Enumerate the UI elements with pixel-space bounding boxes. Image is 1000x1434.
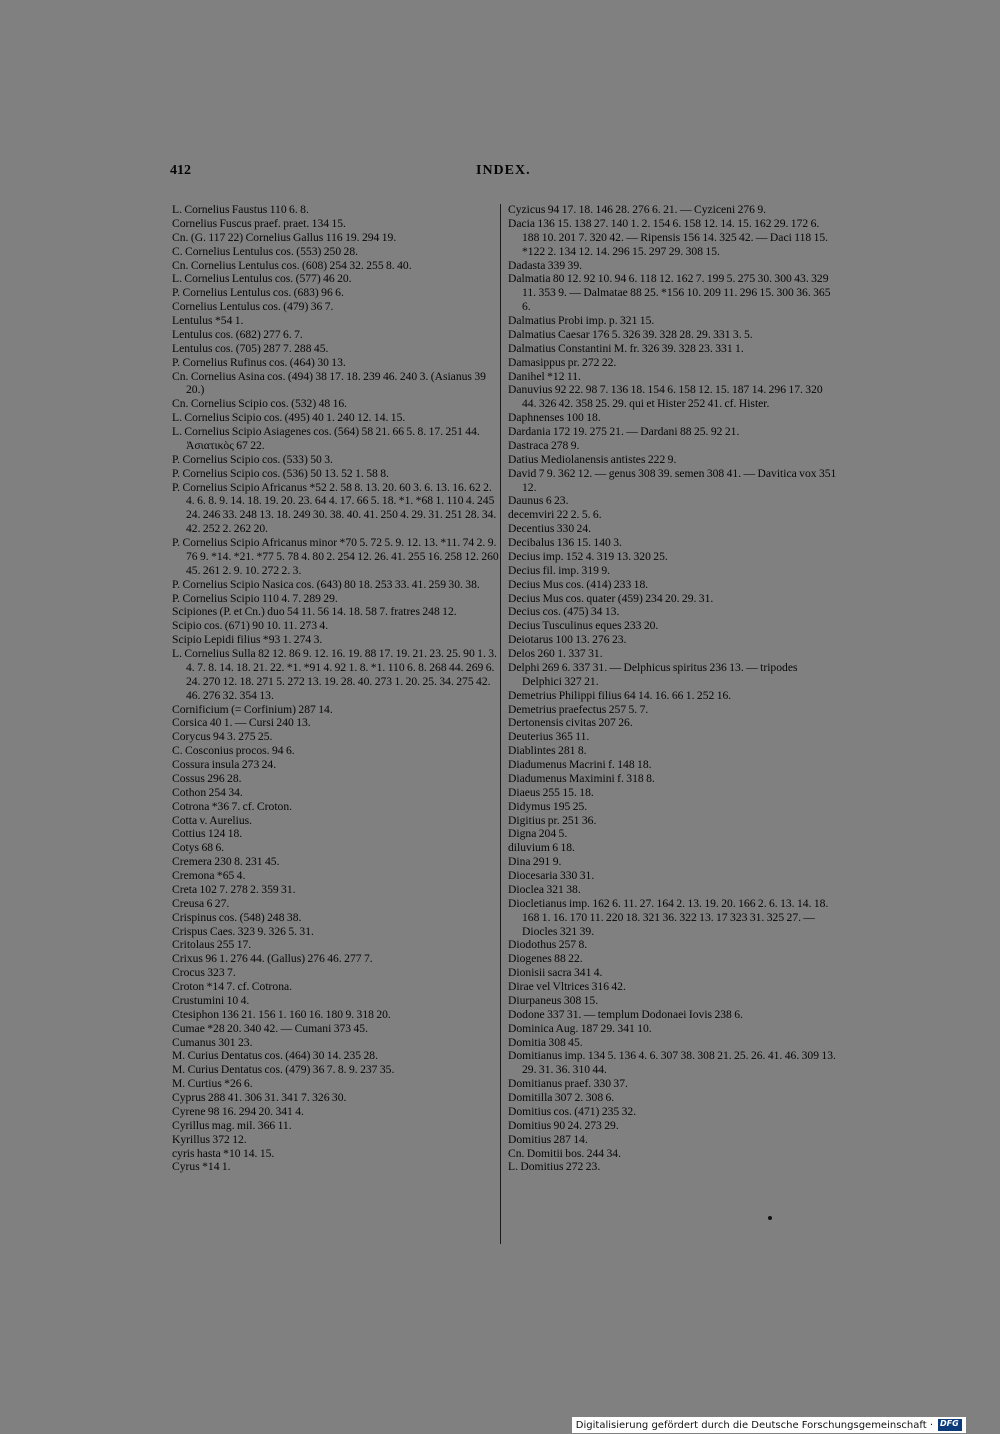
index-entry: Dodone 337 31. — templum Dodonaei Iovis 238 6. <box>508 1007 743 1021</box>
page-number: 412 <box>170 163 191 178</box>
index-entry: David 7 9. 362 12. — genus 308 39. semen 308 41. — Davitica vox 351 12. <box>508 466 837 494</box>
index-entry: P. Cornelius Scipio Africanus *52 2. 58 8. 13. 20. 60 3. 6. 13. 16. 62 2. 4. 6. 8. 9. 14. 18. 19. 20. 23. 64 4. 17. 66 5. 18. *1. *68 1. 110 4. 245 24. 246 33. 248 13. 18. 249 30. 38. 40. 41. 250 4. 29. 31. 251 28. 34. 42. 252 2. 262 20. <box>172 480 497 536</box>
footer-text: Digitalisierung gefördert durch die Deutsche Forschungsgemeinschaft · <box>575 1419 933 1431</box>
index-entry: Deuterius 365 11. <box>508 730 590 744</box>
index-entry: Crustumini 10 4. <box>172 993 250 1007</box>
index-entry: P. Cornelius Rufinus cos. (464) 30 13. <box>172 355 346 369</box>
index-entry: Dalmatia 80 12. 92 10. 94 6. 118 12. 162 7. 199 5. 275 30. 300 43. 329 11. 353 9. — Dalmatae 88 25. *156 10. 209 11. 296 15. 300 36. 365 6. <box>508 272 831 314</box>
index-entry: Damasippus pr. 272 22. <box>508 355 617 369</box>
index-entry: Lentulus cos. (705) 287 7. 288 45. <box>172 341 329 355</box>
index-entry: Cumae *28 20. 340 42. — Cumani 373 45. <box>172 1021 368 1035</box>
index-entry: Cornelius Fuscus praef. praet. 134 15. <box>172 216 346 230</box>
index-entry: Danihel *12 11. <box>508 369 581 383</box>
index-entry: Croton *14 7. cf. Cotrona. <box>172 980 293 993</box>
index-entry: Diadumenus Maximini f. 318 8. <box>508 771 655 785</box>
index-entry: Datius Mediolanensis antistes 222 9. <box>508 452 677 466</box>
index-entry: Cossura insula 273 24. <box>172 758 277 771</box>
index-entry: Demetrius praefectus 257 5. 7. <box>508 702 649 716</box>
index-entry: Lentulus cos. (682) 277 6. 7. <box>172 327 303 341</box>
index-entry: Diocletianus imp. 162 6. 11. 27. 164 2. 13. 19. 20. 166 2. 6. 13. 14. 18. 168 1. 16. 170 11. 220 18. 321 36. 322 13. 17 323 31. 325 27. — Diocles 321 39. <box>508 896 829 938</box>
index-entry: Daunus 6 23. <box>508 494 569 508</box>
index-entry: Cotta v. Aurelius. <box>172 813 253 827</box>
index-entry: Decentius 330 24. <box>508 522 592 536</box>
index-entry: Domitilla 307 2. 308 6. <box>508 1091 615 1104</box>
index-entry: Cyrillus mag. mil. 366 11. <box>172 1118 292 1132</box>
index-entry: Critolaus 255 17. <box>172 938 252 952</box>
index-entry: Cossus 296 28. <box>172 771 242 785</box>
index-entry: Dastraca 278 9. <box>508 438 580 452</box>
index-entry: Cothon 254 34. <box>172 785 243 799</box>
index-entry: Decius fil. imp. 319 9. <box>508 563 611 577</box>
index-entry: L. Cornelius Faustus 110 6. 8. <box>172 203 309 216</box>
index-entry: M. Curtius *26 6. <box>172 1077 253 1091</box>
index-entry: M. Curius Dentatus cos. (464) 30 14. 235 28. <box>172 1049 378 1063</box>
index-entry: Danuvius 92 22. 98 7. 136 18. 154 6. 158 12. 15. 187 14. 296 17. 320 44. 326 42. 358 25. 29. qui et Hister 252 41. cf. Hister. <box>508 383 823 411</box>
index-entry: M. Curius Dentatus cos. (479) 36 7. 8. 9. 237 35. <box>172 1063 395 1077</box>
index-entry: Decius cos. (475) 34 13. <box>508 605 620 619</box>
index-entry: Digna 204 5. <box>508 827 568 841</box>
index-entry: Dacia 136 15. 138 27. 140 1. 2. 154 6. 158 12. 14. 15. 162 29. 172 6. 188 10. 201 7. 320 42. — Ripensis 156 14. 325 42. — Daci 118 15. *122 2. 134 12. 14. 296 15. 297 29. 308 15. <box>508 216 829 258</box>
index-entry: P. Cornelius Lentulus cos. (683) 96 6. <box>172 286 344 300</box>
index-entry: P. Cornelius Scipio cos. (533) 50 3. <box>172 452 333 466</box>
index-entry: Crixus 96 1. 276 44. (Gallus) 276 46. 277 7. <box>172 952 373 966</box>
index-entry: Scipiones (P. et Cn.) duo 54 11. 56 14. 18. 58 7. fratres 248 12. <box>172 605 457 619</box>
index-entry: Decius Mus cos. (414) 233 18. <box>508 577 649 591</box>
index-entry: Delos 260 1. 337 31. <box>508 647 603 660</box>
index-entry: Dalmatius Constantini M. fr. 326 39. 328 23. 331 1. <box>508 341 744 355</box>
index-entry: Cornelius Lentulus cos. (479) 36 7. <box>172 300 334 314</box>
index-entry: Demetrius Philippi filius 64 14. 16. 66 1. 252 16. <box>508 688 732 702</box>
index-entry: Delphi 269 6. 337 31. — Delphicus spiritus 236 13. — tripodes Delphici 327 21. <box>508 660 798 688</box>
index-entry: P. Cornelius Scipio Nasica cos. (643) 80 18. 253 33. 41. 259 30. 38. <box>172 577 480 591</box>
index-entry: Cyprus 288 41. 306 31. 341 7. 326 30. <box>172 1091 347 1104</box>
index-entry: Dina 291 9. <box>508 855 562 869</box>
index-entry: Cn. Cornelius Scipio cos. (532) 48 16. <box>172 397 348 411</box>
index-entry: C. Cosconius procos. 94 6. <box>172 744 295 758</box>
index-entry: Cn. (G. 117 22) Cornelius Gallus 116 19. 294 19. <box>172 230 397 244</box>
index-entry: Decius Tusculinus eques 233 20. <box>508 619 659 633</box>
index-entry: Dalmatius Probi imp. p. 321 15. <box>508 314 655 327</box>
index-entry: Diocesaria 330 31. <box>508 869 595 882</box>
index-entry: L. Cornelius Scipio Asiagenes cos. (564) 58 21. 66 5. 8. 17. 251 44. Ἀσιατικὸς 67 22. <box>172 425 480 452</box>
index-entry: Creta 102 7. 278 2. 359 31. <box>172 882 296 896</box>
index-entry: Corycus 94 3. 275 25. <box>172 730 273 744</box>
index-entry: Crocus 323 7. <box>172 966 236 980</box>
index-entry: L. Cornelius Lentulus cos. (577) 46 20. <box>172 272 352 286</box>
index-entry: Cremera 230 8. 231 45. <box>172 855 280 869</box>
index-entry: Domitianus praef. 330 37. <box>508 1077 628 1091</box>
index-entry: Creusa 6 27. <box>172 896 230 910</box>
index-entry: Dirae vel Vltrices 316 42. <box>508 980 626 993</box>
index-entry: Digitius pr. 251 36. <box>508 813 597 827</box>
index-entry: Lentulus *54 1. <box>172 314 244 327</box>
index-entry: Scipio cos. (671) 90 10. 11. 273 4. <box>172 619 329 633</box>
index-entry: Daphnenses 100 18. <box>508 411 601 425</box>
index-entry: Scipio Lepidi filius *93 1. 274 3. <box>172 633 323 647</box>
dfg-logo-icon <box>938 1419 962 1431</box>
index-entry: Diadumenus Macrini f. 148 18. <box>508 758 652 771</box>
index-entry: cyris hasta *10 14. 15. <box>172 1146 275 1160</box>
index-entry: Cn. Cornelius Lentulus cos. (608) 254 32. 255 8. 40. <box>172 258 412 272</box>
index-entry: Cn. Cornelius Asina cos. (494) 38 17. 18. 239 46. 240 3. (Asianus 39 20.) <box>172 369 486 397</box>
index-entry: Dominica Aug. 187 29. 341 10. <box>508 1021 652 1035</box>
running-title: INDEX. <box>476 163 531 178</box>
index-entry: Domitia 308 45. <box>508 1035 583 1049</box>
index-entry: Dertonensis civitas 207 26. <box>508 716 633 730</box>
index-entry: L. Cornelius Sulla 82 12. 86 9. 12. 16. 19. 88 17. 19. 21. 23. 25. 90 1. 3. 4. 7. 8. 14. 18. 21. 22. *1. *91 4. 92 1. 8. *1. 110 6. 8. 268 44. 269 6. 24. 270 12. 18. 271 5. 272 13. 19. 28. 40. 273 1. 20. 25. 34. 275 42. 46. 276 32. 354 13. <box>172 647 497 702</box>
column-divider <box>500 204 501 1244</box>
index-entry: Cremona *65 4. <box>172 869 246 882</box>
index-entry: Dioclea 321 38. <box>508 882 581 896</box>
index-column-right <box>508 203 838 1174</box>
stray-mark <box>768 1216 772 1220</box>
index-entry: Ctesiphon 136 21. 156 1. 160 16. 180 9. 318 20. <box>172 1007 391 1021</box>
index-column-left <box>172 203 502 1174</box>
index-entry: diluvium 6 18. <box>508 841 575 855</box>
index-entry: L. Cornelius Scipio cos. (495) 40 1. 240 12. 14. 15. <box>172 411 406 425</box>
index-entry: Dadasta 339 39. <box>508 258 583 272</box>
index-entry: Cornificium (= Corfinium) 287 14. <box>172 702 333 716</box>
index-entry: Dionisii sacra 341 4. <box>508 966 603 980</box>
index-entry: Kyrillus 372 12. <box>172 1132 247 1146</box>
index-entry: C. Cornelius Lentulus cos. (553) 250 28. <box>172 244 359 258</box>
index-entry: P. Cornelius Scipio cos. (536) 50 13. 52 1. 58 8. <box>172 466 389 480</box>
index-entry: Domitius cos. (471) 235 32. <box>508 1104 637 1118</box>
index-entry: Crispus Caes. 323 9. 326 5. 31. <box>172 924 314 938</box>
index-entry: decemviri 22 2. 5. 6. <box>508 508 602 522</box>
index-entry: Domitius 287 14. <box>508 1132 588 1146</box>
index-entry: Crispinus cos. (548) 248 38. <box>172 910 302 924</box>
index-entry: Cottius 124 18. <box>172 827 243 841</box>
index-entry: Decius Mus cos. quater (459) 234 20. 29. 31. <box>508 591 714 605</box>
index-entry: Cyrus *14 1. <box>172 1160 231 1174</box>
index-entry: Corsica 40 1. — Cursi 240 13. <box>172 716 311 730</box>
digitization-footer <box>572 1417 966 1433</box>
index-entry: Dalmatius Caesar 176 5. 326 39. 328 28. 29. 331 3. 5. <box>508 327 753 341</box>
index-entry: Diaeus 255 15. 18. <box>508 785 594 799</box>
index-entry: Cumanus 301 23. <box>172 1035 253 1049</box>
index-entry: Decibalus 136 15. 140 3. <box>508 536 622 549</box>
index-entry: Decius imp. 152 4. 319 13. 320 25. <box>508 549 668 563</box>
index-entry: Cotrona *36 7. cf. Croton. <box>172 799 293 813</box>
index-entry: Didymus 195 25. <box>508 799 588 813</box>
index-entry: Cn. Domitii bos. 244 34. <box>508 1146 621 1160</box>
index-entry: Diogenes 88 22. <box>508 952 583 966</box>
index-entry: L. Domitius 272 23. <box>508 1160 601 1174</box>
index-entry: Cyrene 98 16. 294 20. 341 4. <box>172 1104 304 1118</box>
index-entry: Domitianus imp. 134 5. 136 4. 6. 307 38. 308 21. 25. 26. 41. 46. 309 13. 29. 31. 36. 310 44. <box>508 1049 836 1077</box>
index-entry: Deiotarus 100 13. 276 23. <box>508 633 627 647</box>
index-entry: Diablintes 281 8. <box>508 744 587 758</box>
index-entry: P. Cornelius Scipio 110 4. 7. 289 29. <box>172 591 338 605</box>
index-entry: P. Cornelius Scipio Africanus minor *70 5. 72 5. 9. 12. 13. *11. 74 2. 9. 76 9. *14. *21. *77 5. 78 4. 80 2. 254 12. 26. 41. 255 16. 258 12. 260 45. 261 2. 9. 10. 272 2. 3. <box>172 536 499 577</box>
index-entry: Diurpaneus 308 15. <box>508 993 599 1007</box>
index-entry: Dardania 172 19. 275 21. — Dardani 88 25. 92 21. <box>508 425 740 438</box>
index-entry: Cyzicus 94 17. 18. 146 28. 276 6. 21. — Cyziceni 276 9. <box>508 203 767 216</box>
index-entry: Cotys 68 6. <box>172 841 225 855</box>
index-entry: Domitius 90 24. 273 29. <box>508 1118 619 1132</box>
index-entry: Diodothus 257 8. <box>508 938 588 952</box>
